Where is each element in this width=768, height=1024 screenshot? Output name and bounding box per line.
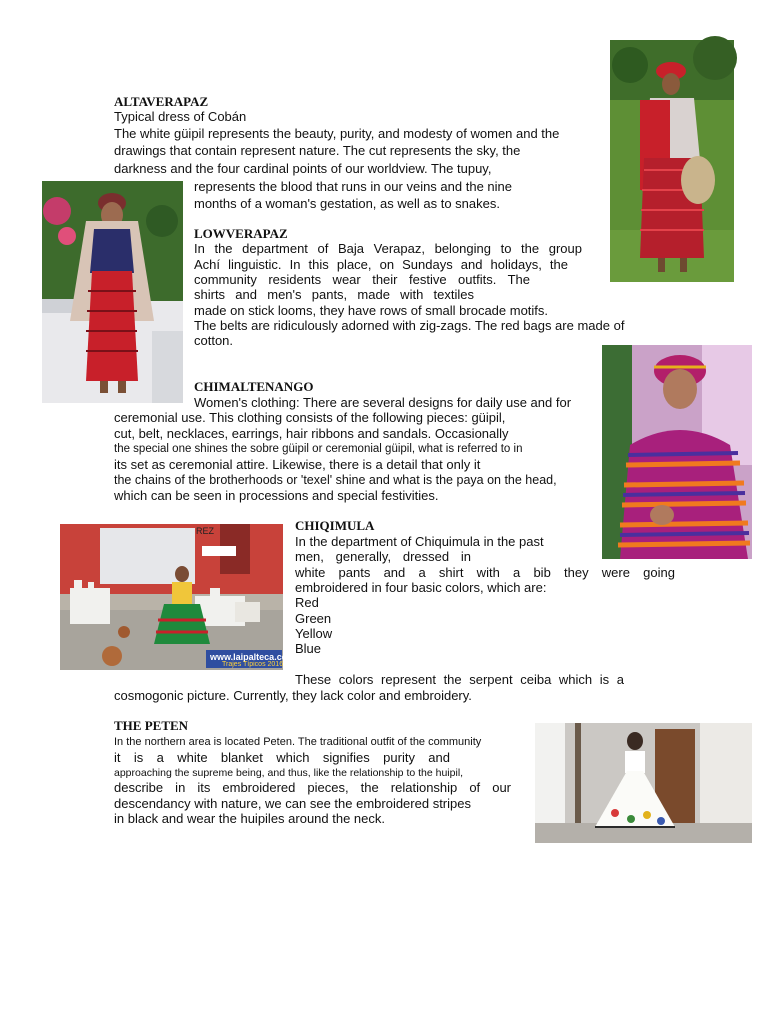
chimal-line-7: which can be seen in processions and special festivities. bbox=[114, 488, 439, 503]
heading-chiquimula: CHIQIMULA bbox=[295, 518, 375, 533]
chimal-line-6: the chains of the brotherhoods or 'texel' shine and what is the paya on the head, bbox=[114, 473, 557, 487]
photo-chiquimula-dancer bbox=[60, 524, 296, 670]
baja-line-5: made on stick looms, they have rows of small brocade motifs. bbox=[194, 303, 549, 318]
chiqui-line-blue: Blue bbox=[295, 641, 322, 656]
alta-line-1: Typical dress of Cobán bbox=[114, 109, 247, 124]
chiqui-line-3: white pants and a shirt with a bib they were going bbox=[295, 565, 675, 580]
baja-line-3: community residents wear their festive outfits. The bbox=[194, 272, 530, 287]
baja-line-2: Achí linguistic. In this place, on Sundays and holidays, the bbox=[194, 257, 568, 272]
chiqui-line-2: men, generally, dressed in bbox=[295, 549, 471, 564]
alta-line-4: darkness and the four cardinal points of our worldview. The tupuy, bbox=[114, 161, 492, 176]
photo-watermark: www.laipalteca.com bbox=[210, 652, 296, 662]
chiqui-line-10: cosmogonic picture. Currently, they lack color and embroidery. bbox=[114, 688, 472, 703]
peten-line-1: In the northern area is located Peten. The traditional outfit of the community bbox=[114, 736, 482, 748]
baja-line-6: The belts are ridiculously adorned with zig-zags. The red bags are made of bbox=[194, 318, 625, 333]
peten-line-2: it is a white blanket which signifies purity and bbox=[114, 750, 450, 765]
heading-low-verapaz: LOWVERAPAZ bbox=[194, 226, 288, 241]
photo-sign-text: REZ bbox=[196, 526, 214, 536]
baja-line-7: cotton. bbox=[194, 333, 234, 348]
chiqui-line-green: Green bbox=[295, 611, 332, 626]
photo-coban-woman bbox=[610, 40, 734, 282]
chimal-line-5: its set as ceremonial attire. Likewise, there is a detail that only it bbox=[114, 457, 481, 472]
chimal-line-3: cut, belt, necklaces, earrings, hair ribbons and sandals. Occasionally bbox=[114, 426, 509, 441]
heading-the-peten: THE PETEN bbox=[114, 718, 189, 733]
chiqui-line-1: In the department of Chiquimula in the past bbox=[295, 534, 544, 549]
alta-line-6: months of a woman's gestation, as well as to snakes. bbox=[194, 196, 500, 211]
chiqui-line-yellow: Yellow bbox=[295, 626, 333, 641]
photo-watermark-sub: Trajes Típicos 2016 bbox=[222, 661, 284, 668]
photo-baja-verapaz-woman bbox=[42, 181, 183, 403]
chiqui-line-red: Red bbox=[295, 595, 319, 610]
alta-line-2: The white güipil represents the beauty, purity, and modesty of women and the bbox=[114, 126, 560, 141]
photo-peten-girl bbox=[535, 723, 752, 843]
chimal-line-1: Women's clothing: There are several designs for daily use and for bbox=[194, 395, 572, 410]
peten-line-6: in black and wear the huipiles around the neck. bbox=[114, 811, 386, 826]
chimal-line-4: the special one shines the sobre güipil or ceremonial güipil, what is referred to in bbox=[114, 443, 523, 455]
chimal-line-2: ceremonial use. This clothing consists of the following pieces: güipil, bbox=[114, 410, 506, 425]
chiqui-line-4: embroidered in four basic colors, which are: bbox=[295, 580, 547, 595]
alta-line-3: drawings that contain represent nature. The cut represents the sky, the bbox=[114, 143, 521, 158]
peten-line-3: approaching the supreme being, and thus, like the relationship to the huipil, bbox=[114, 767, 464, 779]
baja-line-1: In the department of Baja Verapaz, belonging to the group bbox=[194, 241, 582, 256]
photo-chimaltenango-woman bbox=[602, 345, 752, 559]
baja-line-4: shirts and men's pants, made with textiles bbox=[194, 287, 474, 302]
peten-line-4: describe in its embroidered pieces, the relationship of our bbox=[114, 780, 511, 795]
alta-line-5: represents the blood that runs in our veins and the nine bbox=[194, 179, 512, 194]
heading-chimaltenango: CHIMALTENANGO bbox=[194, 379, 314, 394]
heading-alta-verapaz: ALTAVERAPAZ bbox=[114, 94, 209, 109]
chiqui-line-9: These colors represent the serpent ceiba which is a bbox=[295, 672, 624, 687]
peten-line-5: descendancy with nature, we can see the embroidered stripes bbox=[114, 796, 471, 811]
